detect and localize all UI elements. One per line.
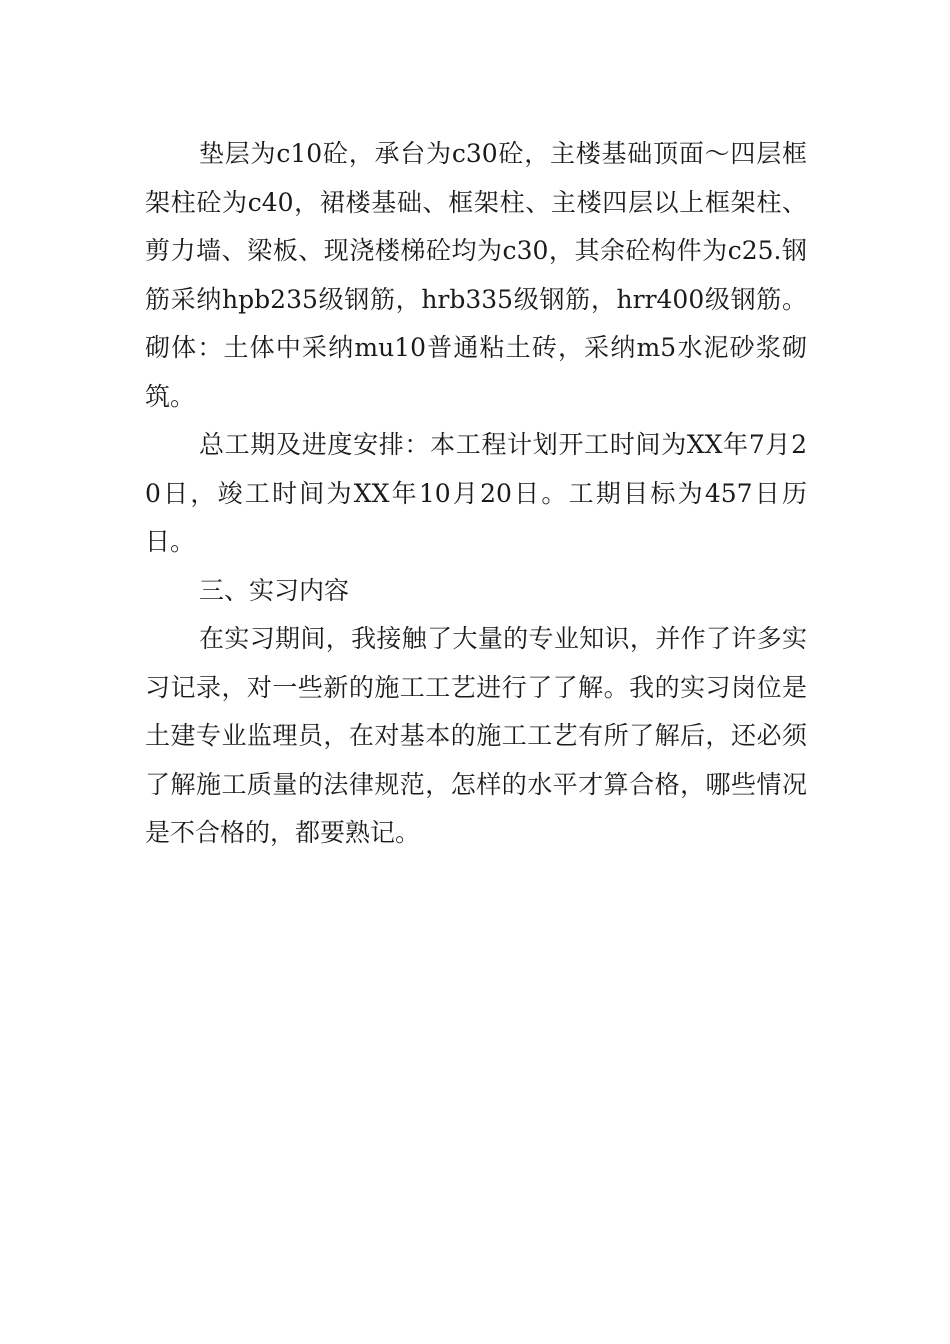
paragraph-internship-content: 在实习期间，我接触了大量的专业知识，并作了许多实习记录，对一些新的施工工艺进行了了解。我的实习岗位是土建专业监理员，在对基本的施工工艺有所了解后，还必须了解施工质量的法律规范，怎样的水平才算合格，哪些情况是不合格的，都要熟记。 (145, 624, 807, 847)
section-heading: 三、实习内容 (199, 575, 350, 605)
document-body (145, 130, 807, 858)
paragraph-schedule: 总工期及进度安排：本工程计划开工时间为XX年7月20日，竣工时间为XX年10月20日。工期目标为457日历日。 (145, 430, 807, 556)
paragraph-materials: 垫层为c10砼，承台为c30砼，主楼基础顶面～四层框架柱砼为c40，裙楼基础、框架柱、主楼四层以上框架柱、剪力墙、梁板、现浇楼梯砼均为c30，其余砼构件为c25.钢筋采纳hpb235级钢筋，hrb335级钢筋，hrr400级钢筋。砌体：土体中采纳mu10普通粘土砖，采纳m5水泥砂浆砌筑。 (145, 139, 807, 411)
